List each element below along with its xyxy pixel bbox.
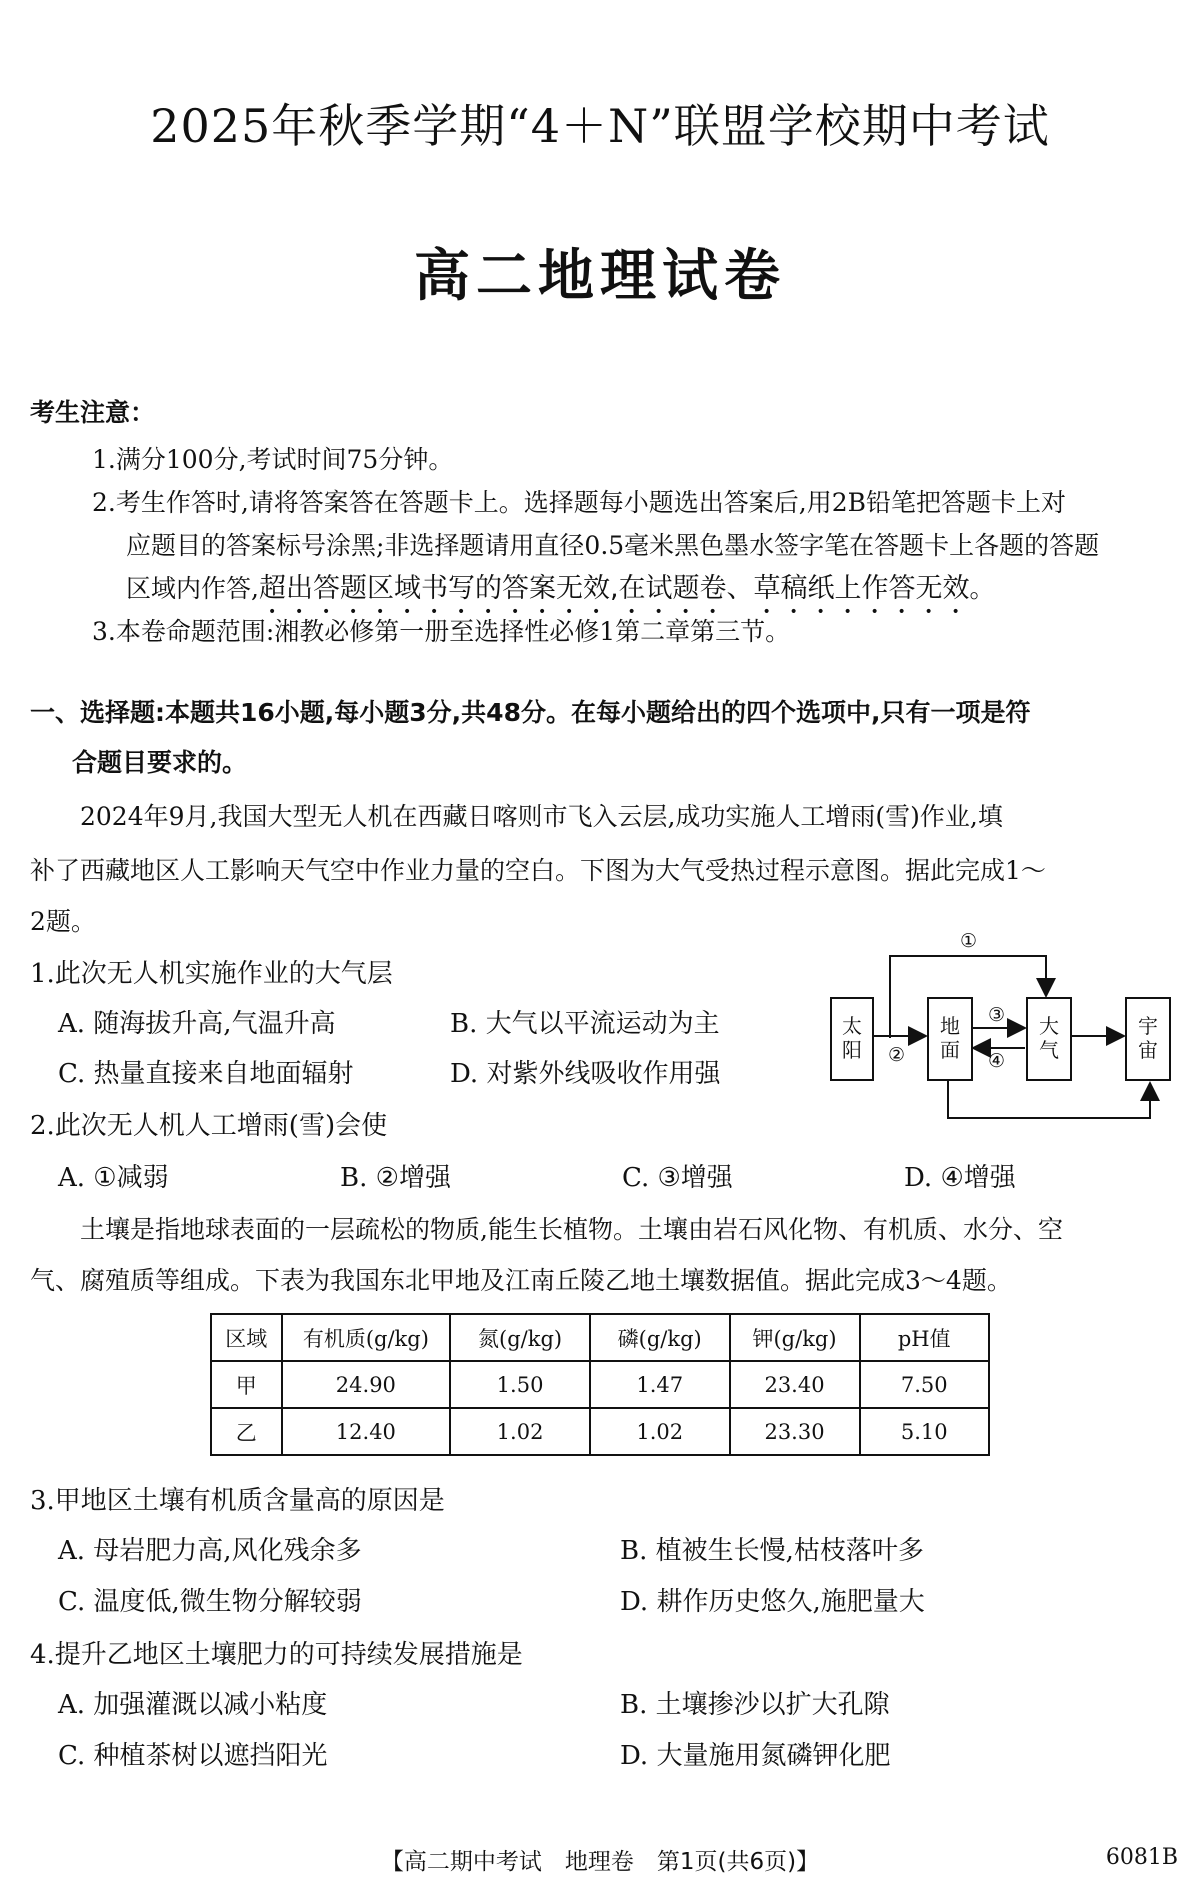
label-4: ④ [988,1050,1006,1072]
q2-option-c: C. ③增强 [622,1163,733,1193]
table-cell: 5.10 [860,1408,990,1455]
box-space-char2: 宙 [1138,1038,1158,1062]
q1-option-b: B. 大气以平流运动为主 [450,1009,720,1039]
table-cell: 1.50 [450,1361,590,1408]
notice-item-2-suffix: 。 [969,574,995,603]
box-space [1125,997,1171,1081]
table-cell: 1.02 [450,1408,590,1455]
notice-item-2-line1: 2.考生作答时,请将答案答在答题卡上。选择题每小题选出答案后,用2B铅笔把答题卡上对 [92,488,1067,517]
passage2-line2: 气、腐殖质等组成。下表为我国东北甲地及江南丘陵乙地土壤数据值。据此完成3～4题。 [30,1266,1012,1295]
q3-option-a: A. 母岩肥力高,风化残余多 [58,1536,362,1566]
passage1-line1: 2024年9月,我国大型无人机在西藏日喀则市飞入云层,成功实施人工增雨(雪)作业,填 [80,802,1003,831]
section1-heading-line1: 一、选择题:本题共16小题,每小题3分,共48分。在每小题给出的四个选项中,只有一项是符 [30,698,1031,727]
paper-subtitle: 高二地理试卷 [414,244,786,309]
table-cell: 7.50 [860,1361,990,1408]
q4-stem: 4.提升乙地区土壤肥力的可持续发展措施是 [30,1640,523,1670]
q1-option-c: C. 热量直接来自地面辐射 [58,1059,354,1089]
table-cell: 24.90 [282,1361,451,1408]
table-header-cell: pH值 [860,1314,990,1361]
box-sun-char2: 阳 [842,1038,862,1062]
table-row [211,1361,989,1408]
page-footer: 【高二期中考试 地理卷 第1页(共6页)】 [380,1849,820,1875]
q2-option-a: A. ①减弱 [58,1163,169,1193]
soil-data-table [210,1313,990,1456]
q4-option-d: D. 大量施用氮磷钾化肥 [620,1741,891,1771]
q4-option-c: C. 种植茶树以遮挡阳光 [58,1741,328,1771]
table-header-cell: 区域 [211,1314,282,1361]
q1-stem: 1.此次无人机实施作业的大气层 [30,959,393,989]
q3-option-b: B. 植被生长慢,枯枝落叶多 [620,1536,924,1566]
box-ground-char1: 地 [940,1014,960,1038]
heating-process-diagram [828,928,1173,1123]
section1-heading-line2: 合题目要求的。 [72,748,248,777]
q3-stem: 3.甲地区土壤有机质含量高的原因是 [30,1486,445,1516]
notice-heading: 考生注意： [30,398,156,427]
table-cell: 12.40 [282,1408,451,1455]
q1-option-a: A. 随海拔升高,气温升高 [58,1009,336,1039]
passage1-line2: 补了西藏地区人工影响天气空中作业力量的空白。下图为大气受热过程示意图。据此完成1～ [30,856,1046,885]
notice-item-2-line2: 应题目的答案标号涂黑;非选择题请用直径0.5毫米黑色墨水签字笔在答题卡上各题的答题 [126,531,1100,560]
q2-option-d: D. ④增强 [904,1163,1016,1193]
label-3: ③ [988,1004,1006,1026]
arrow-ground-space [948,1080,1150,1118]
exam-title: 2025年秋季学期“4＋N”联盟学校期中考试 [150,99,1050,153]
q3-option-d: D. 耕作历史悠久,施肥量大 [620,1587,925,1617]
q4-option-a: A. 加强灌溉以减小粘度 [58,1690,328,1720]
q4-option-b: B. 土壤掺沙以扩大孔隙 [620,1690,890,1720]
box-atmosphere-char2: 气 [1039,1038,1059,1062]
box-sun [830,997,874,1081]
box-space-char1: 宇 [1138,1014,1158,1038]
q2-stem: 2.此次无人机人工增雨(雪)会使 [30,1111,388,1141]
box-ground-char2: 面 [940,1038,960,1062]
table-cell: 1.02 [590,1408,730,1455]
passage2-line1: 土壤是指地球表面的一层疏松的物质,能生长植物。土壤由岩石风化物、有机质、水分、空 [80,1215,1063,1244]
notice-emphasis-text: 超出答题区域书写的答案无效,在试题卷、草稿纸上作答无效 [258,573,970,604]
notice-item-3: 3.本卷命题范围:湘教必修第一册至选择性必修1第二章第三节。 [92,617,791,646]
paper-code: 6081B [1105,1845,1178,1870]
notice-item-2-prefix: 区域内作答, [126,574,259,603]
table-cell: 乙 [211,1408,282,1455]
box-atmosphere-char1: 大 [1039,1014,1059,1038]
table-header-row [211,1314,989,1361]
q3-option-c: C. 温度低,微生物分解较弱 [58,1587,362,1617]
q1-option-d: D. 对紫外线吸收作用强 [450,1059,721,1089]
q2-option-b: B. ②增强 [340,1163,451,1193]
passage1-line3: 2题。 [30,907,96,936]
table-cell: 23.40 [730,1361,860,1408]
box-ground [927,997,973,1081]
table-header-cell: 氮(g/kg) [450,1314,590,1361]
table-cell: 1.47 [590,1361,730,1408]
label-2: ② [888,1044,906,1066]
label-1: ① [960,930,978,952]
table-header-cell: 磷(g/kg) [590,1314,730,1361]
box-atmosphere [1026,997,1072,1081]
box-sun-char1: 太 [842,1014,862,1038]
table-header-cell: 有机质(g/kg) [282,1314,451,1361]
table-cell: 甲 [211,1361,282,1408]
notice-item-1: 1.满分100分,考试时间75分钟。 [92,445,454,474]
table-cell: 23.30 [730,1408,860,1455]
table-row [211,1408,989,1455]
table-header-cell: 钾(g/kg) [730,1314,860,1361]
